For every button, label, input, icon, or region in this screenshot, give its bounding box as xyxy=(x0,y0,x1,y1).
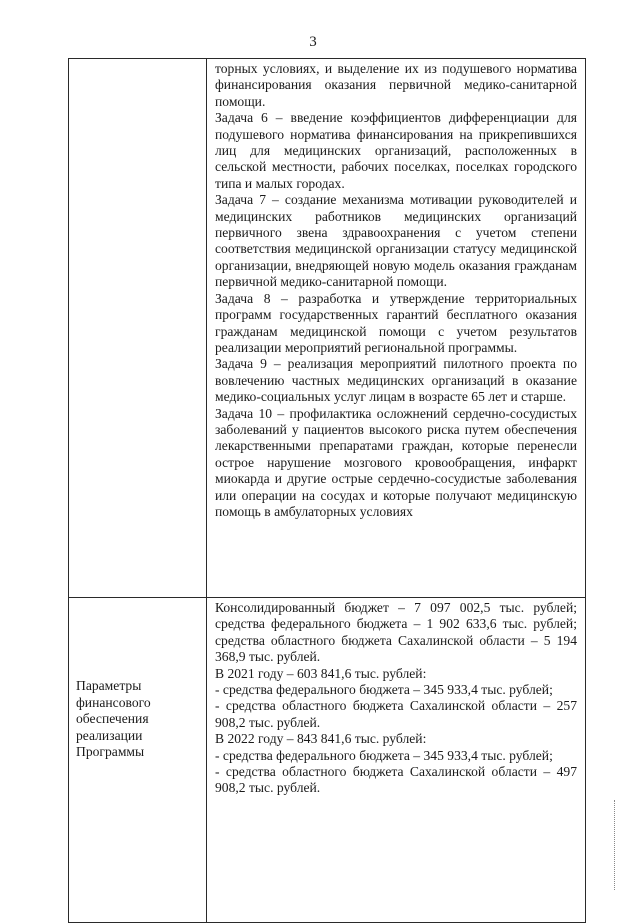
finance-row xyxy=(69,598,586,923)
task-9-paragraph: Задача 9 – реализация мероприятий пилотного проекта по вовлечению частных медицинских организаций в оказание медико-социальных услуг лицам в возрасте 65 лет и старше. xyxy=(215,356,577,405)
finance-label-line: финансового xyxy=(76,694,151,710)
year-2021-regional: - средства областного бюджета Сахалинской области – 257 908,2 тыс. рублей. xyxy=(215,698,577,730)
finance-label-line: Программы xyxy=(76,744,145,760)
finance-label-line: Параметры xyxy=(76,678,142,693)
year-2021-total: В 2021 году – 603 841,6 тыс. рублей: xyxy=(215,665,427,681)
consolidated-budget-text: Консолидированный бюджет – 7 097 002,5 тыс. рублей; средства федерального бюджета – 1 902 633,6 тыс. рублей; средства областного бюджета Сахалинской области – 5 194 368,9 тыс. рублей. xyxy=(215,600,577,665)
finance-cell xyxy=(207,598,586,923)
finance-label-cell xyxy=(69,598,207,923)
finance-label-line: обеспечения xyxy=(76,711,149,727)
year-2021-federal: - средства федерального бюджета – 345 933,4 тыс. рублей; xyxy=(215,682,553,698)
tasks-label-cell xyxy=(69,59,207,598)
task-10-paragraph: Задача 10 – профилактика осложнений сердечно-сосудистых заболеваний у пациентов высокого риска путем обеспечения лекарственными препаратами граждан, которые перенесли острое нарушение мозгового кровообращения, инфаркт миокарда и другие острые сердечно-сосудистые заболевания или операции на сосудах и которые получают медицинскую помощь в амбулаторных условиях xyxy=(215,405,577,519)
finance-label-line: реализации xyxy=(76,727,143,743)
program-passport-table xyxy=(68,58,586,923)
year-2022-federal: - средства федерального бюджета – 345 933,4 тыс. рублей; xyxy=(215,747,553,763)
task-continuation-paragraph: торных условиях, и выделение их из подушевого норматива финансирования оказания первичной медико-санитарной помощи. xyxy=(215,61,577,109)
task-6-paragraph: Задача 6 – введение коэффициентов дифференциации для подушевого норматива финансирования на прикрепившихся лиц для медицинских организаций, расположенных в сельской местности, рабочих поселках, поселках городского типа и малых городах. xyxy=(215,110,577,191)
scan-edge-mark xyxy=(614,800,616,890)
task-7-paragraph: Задача 7 – создание механизма мотивации руководителей и медицинских работников медицинских организаций первичного звена здравоохранения с учетом степени соответствия медицинской организации статусу медицинской организации, внедряющей новую модель оказания гражданам первичной медико-санитарной помощи. xyxy=(215,192,577,290)
tasks-row xyxy=(69,59,586,598)
year-2022-regional: - средства областного бюджета Сахалинской области – 497 908,2 тыс. рублей. xyxy=(215,764,577,796)
task-8-paragraph: Задача 8 – разработка и утверждение территориальных программ государственных гарантий бесплатного оказания гражданам медицинской помощи с учетом результатов реализации мероприятий региональной программы. xyxy=(215,290,577,355)
tasks-cell xyxy=(207,59,586,598)
page-number: 3 xyxy=(309,34,317,50)
year-2022-total: В 2022 году – 843 841,6 тыс. рублей: xyxy=(215,731,427,747)
